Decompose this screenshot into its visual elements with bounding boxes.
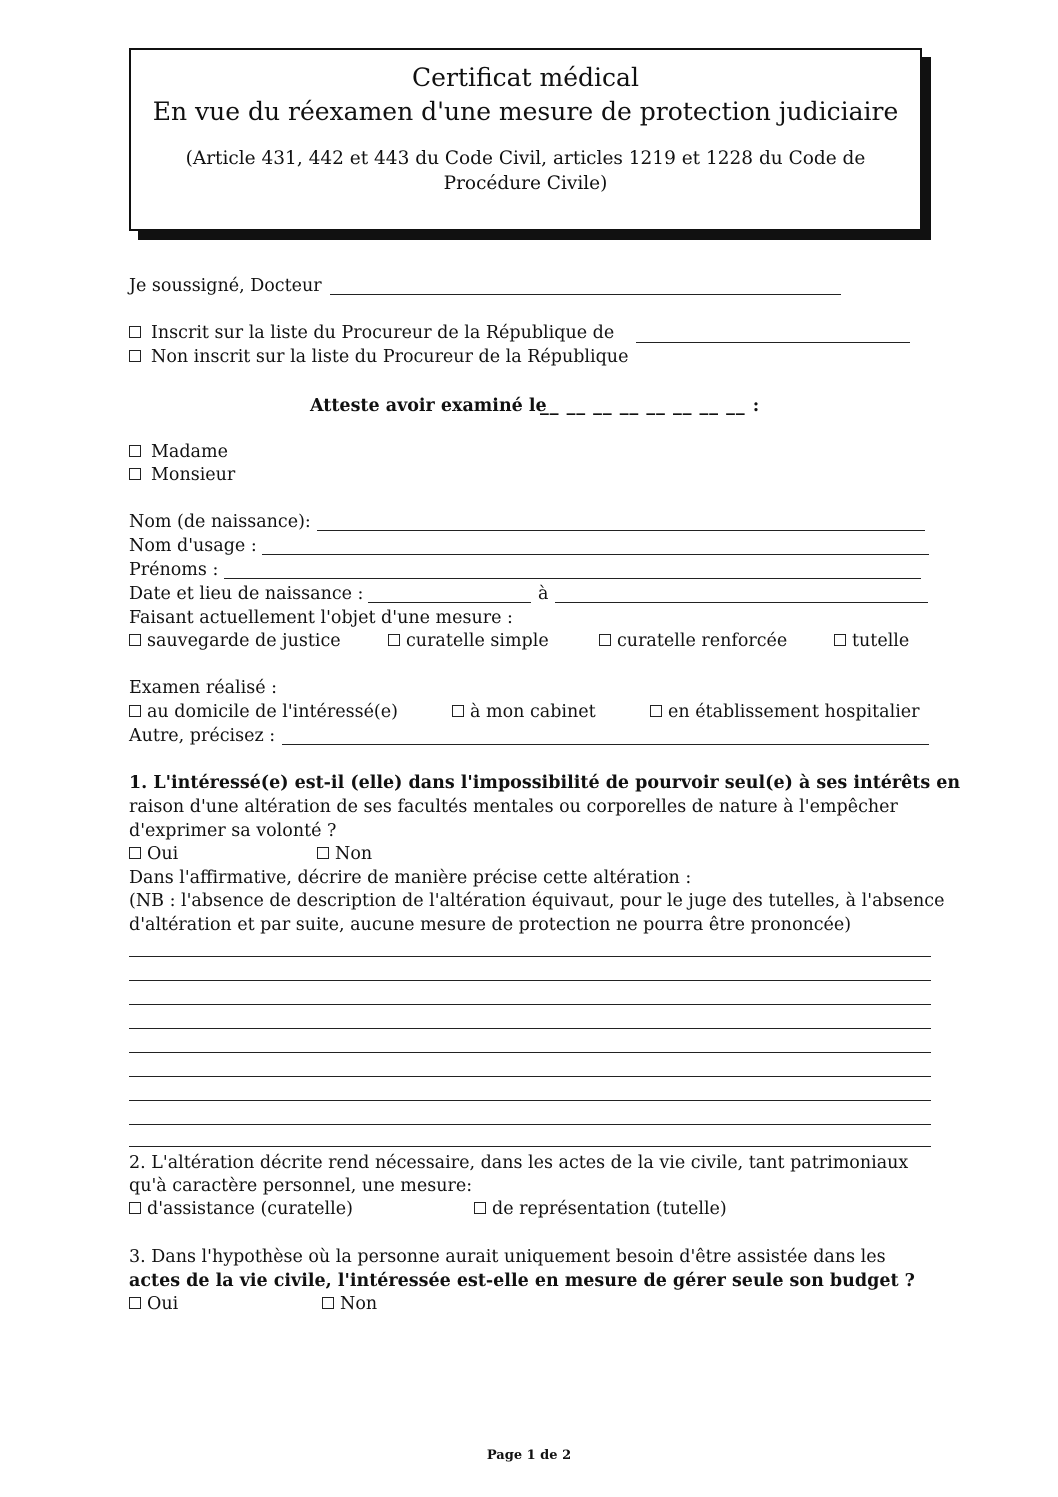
header-box bbox=[129, 48, 922, 231]
location-option-home[interactable] bbox=[129, 702, 398, 722]
no-label: Non bbox=[340, 1294, 378, 1314]
legal-reference-line2: Procédure Civile) bbox=[443, 173, 608, 194]
checkbox-representation[interactable] bbox=[474, 1202, 486, 1214]
option-monsieur[interactable] bbox=[129, 465, 235, 485]
location-option-hospital[interactable] bbox=[650, 702, 920, 722]
doctor-name-field[interactable] bbox=[330, 294, 841, 295]
yes-label: Oui bbox=[147, 844, 179, 864]
checkbox-q1-yes[interactable] bbox=[129, 847, 141, 859]
checkbox-home[interactable] bbox=[129, 705, 141, 717]
q3-option-yes[interactable] bbox=[129, 1294, 178, 1314]
measure-label: curatelle renforcée bbox=[617, 631, 788, 651]
location-option-cabinet[interactable] bbox=[452, 702, 596, 722]
option-registered-label: Inscrit sur la liste du Procureur de la République de bbox=[151, 323, 615, 343]
birth-place-field[interactable] bbox=[555, 602, 928, 603]
no-label: Non bbox=[335, 844, 373, 864]
doctor-label: Je soussigné, Docteur bbox=[129, 276, 322, 296]
at-label: à bbox=[538, 584, 549, 604]
description-line[interactable] bbox=[129, 980, 931, 981]
checkbox-q3-no[interactable] bbox=[322, 1297, 334, 1309]
legal-reference-line1: (Article 431, 442 et 443 du Code Civil, articles 1219 et 1228 du Code de bbox=[185, 148, 866, 169]
checkbox-curatelle-simple[interactable] bbox=[388, 634, 400, 646]
other-location-field[interactable] bbox=[282, 744, 929, 745]
q2-option-representation[interactable] bbox=[474, 1199, 727, 1219]
q1-line3: d'exprimer sa volonté ? bbox=[129, 821, 337, 841]
birth-name-field[interactable] bbox=[317, 530, 925, 531]
document-title: Certificat médical bbox=[412, 63, 639, 92]
birth-name-label: Nom (de naissance): bbox=[129, 512, 311, 532]
q3-option-no[interactable] bbox=[322, 1294, 377, 1314]
usage-name-field[interactable] bbox=[262, 554, 929, 555]
madame-label: Madame bbox=[151, 442, 228, 462]
assistance-label: d'assistance (curatelle) bbox=[147, 1199, 353, 1219]
measure-label: curatelle simple bbox=[406, 631, 549, 651]
checkbox-cabinet[interactable] bbox=[452, 705, 464, 717]
checkbox-curatelle-renforcee[interactable] bbox=[599, 634, 611, 646]
location-label: à mon cabinet bbox=[470, 702, 596, 722]
q3-line1: 3. Dans l'hypothèse où la personne aurait uniquement besoin d'être assistée dans les bbox=[129, 1247, 886, 1267]
description-line[interactable] bbox=[129, 956, 931, 957]
location-label: en établissement hospitalier bbox=[668, 702, 920, 722]
attest-label: Atteste avoir examiné le bbox=[310, 396, 547, 416]
q1-nb-line1: (NB : l'absence de description de l'altération équivaut, pour le juge des tutelles, à l'absence bbox=[129, 891, 945, 911]
first-names-label: Prénoms : bbox=[129, 560, 219, 580]
birth-date-place-label: Date et lieu de naissance : bbox=[129, 584, 364, 604]
usage-name-label: Nom d'usage : bbox=[129, 536, 257, 556]
q1-option-no[interactable] bbox=[317, 844, 372, 864]
checkbox-not-registered[interactable] bbox=[129, 350, 141, 362]
q3-line2: actes de la vie civile, l'intéressée est-elle en mesure de gérer seule son budget ? bbox=[129, 1271, 915, 1291]
yes-label: Oui bbox=[147, 1294, 179, 1314]
checkbox-q1-no[interactable] bbox=[317, 847, 329, 859]
q1-line1: 1. L'intéressé(e) est-il (elle) dans l'impossibilité de pourvoir seul(e) à ses intérêts en bbox=[129, 773, 961, 793]
description-line[interactable] bbox=[129, 1004, 931, 1005]
description-line[interactable] bbox=[129, 1028, 931, 1029]
first-names-field[interactable] bbox=[224, 578, 921, 579]
measure-option-tutelle[interactable] bbox=[834, 631, 909, 651]
measure-label: sauvegarde de justice bbox=[147, 631, 341, 651]
checkbox-tutelle[interactable] bbox=[834, 634, 846, 646]
description-line[interactable] bbox=[129, 1052, 931, 1053]
option-registered[interactable] bbox=[129, 323, 614, 343]
procureur-city-field[interactable] bbox=[636, 342, 910, 343]
current-measure-label: Faisant actuellement l'objet d'une mesure : bbox=[129, 608, 513, 628]
checkbox-assistance[interactable] bbox=[129, 1202, 141, 1214]
document-subtitle: En vue du réexamen d'une mesure de protection judiciaire bbox=[152, 97, 899, 126]
monsieur-label: Monsieur bbox=[151, 465, 236, 485]
checkbox-registered[interactable] bbox=[129, 326, 141, 338]
q2-line1: 2. L'altération décrite rend nécessaire, dans les actes de la vie civile, tant patrimoniaux bbox=[129, 1153, 909, 1173]
exam-location-label: Examen réalisé : bbox=[129, 678, 278, 698]
birth-date-field[interactable] bbox=[368, 602, 531, 603]
q1-line2: raison d'une altération de ses facultés mentales ou corporelles de nature à l'empêcher bbox=[129, 797, 898, 817]
q2-line2: qu'à caractère personnel, une mesure: bbox=[129, 1176, 473, 1196]
description-line[interactable] bbox=[129, 1146, 931, 1147]
representation-label: de représentation (tutelle) bbox=[492, 1199, 727, 1219]
measure-option-curatelle-renforcee[interactable] bbox=[599, 631, 787, 651]
measure-option-sauvegarde[interactable] bbox=[129, 631, 341, 651]
checkbox-sauvegarde[interactable] bbox=[129, 634, 141, 646]
description-line[interactable] bbox=[129, 1076, 931, 1077]
measure-option-curatelle-simple[interactable] bbox=[388, 631, 549, 651]
page-number: Page 1 de 2 bbox=[486, 1448, 572, 1463]
exam-date-field[interactable]: __ __ __ __ __ __ __ __ : bbox=[540, 396, 761, 416]
checkbox-q3-yes[interactable] bbox=[129, 1297, 141, 1309]
option-madame[interactable] bbox=[129, 442, 228, 462]
measure-label: tutelle bbox=[852, 631, 910, 651]
description-line[interactable] bbox=[129, 1100, 931, 1101]
q1-option-yes[interactable] bbox=[129, 844, 178, 864]
checkbox-hospital[interactable] bbox=[650, 705, 662, 717]
description-line[interactable] bbox=[129, 1124, 931, 1125]
checkbox-madame[interactable] bbox=[129, 445, 141, 457]
q1-describe: Dans l'affirmative, décrire de manière précise cette altération : bbox=[129, 868, 692, 888]
option-not-registered[interactable] bbox=[129, 347, 628, 367]
option-not-registered-label: Non inscrit sur la liste du Procureur de la République bbox=[151, 347, 629, 367]
location-label: au domicile de l'intéressé(e) bbox=[147, 702, 398, 722]
q2-option-assistance[interactable] bbox=[129, 1199, 353, 1219]
q1-nb-line2: d'altération et par suite, aucune mesure de protection ne pourra être prononcée) bbox=[129, 915, 852, 935]
other-location-label: Autre, précisez : bbox=[129, 726, 276, 746]
checkbox-monsieur[interactable] bbox=[129, 468, 141, 480]
